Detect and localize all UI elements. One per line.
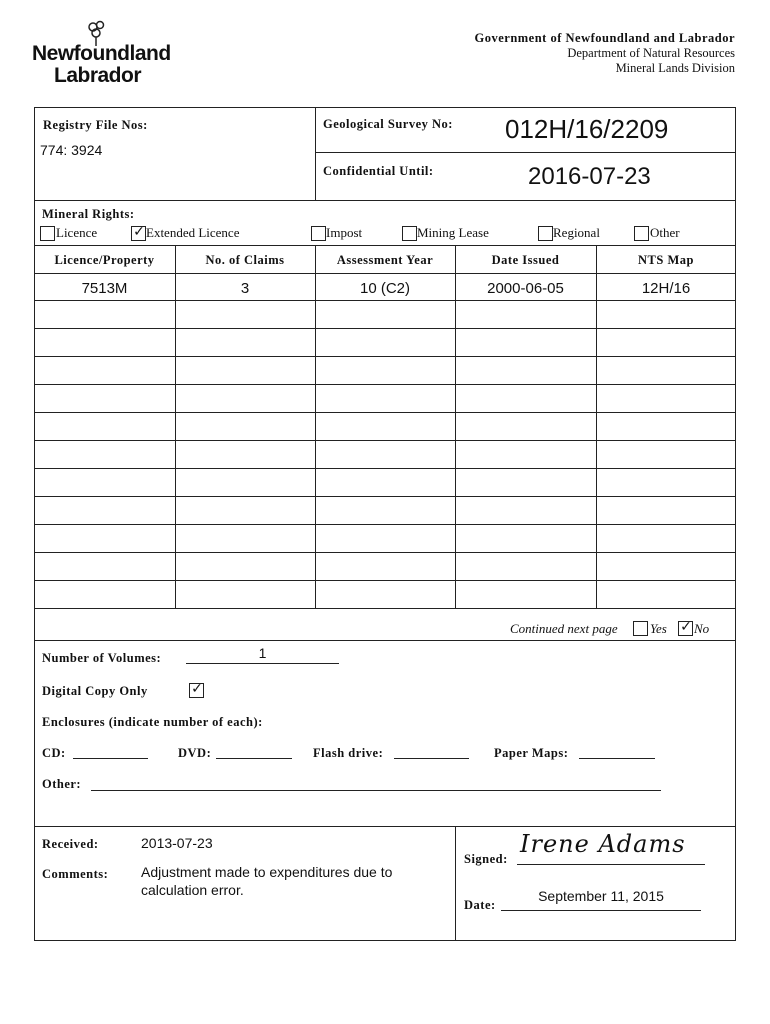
col-header-year: Assessment Year <box>336 253 434 267</box>
impost-checkbox[interactable] <box>311 226 326 241</box>
table-cell: 7513M <box>81 280 128 297</box>
signature: Irene Adams <box>520 830 686 858</box>
comments-line1: Adjustment made to expenditures due to <box>141 864 393 880</box>
paper-maps-field[interactable] <box>579 758 655 759</box>
enclosures-label: Enclosures (indicate number of each): <box>42 715 263 729</box>
dvd-field[interactable] <box>216 758 292 759</box>
paper-maps-label: Paper Maps: <box>494 746 569 760</box>
volumes-label: Number of Volumes: <box>42 651 162 665</box>
volumes-value: 1 <box>258 645 267 661</box>
continued-yes-label: Yes <box>650 621 667 636</box>
government-name: Government of Newfoundland and Labrador <box>474 31 735 45</box>
signed-label: Signed: <box>464 852 508 866</box>
col-header-nts: NTS Map <box>638 253 694 267</box>
survey-label: Geological Survey No: <box>323 117 453 131</box>
signature-line <box>517 864 705 865</box>
date-line <box>501 910 701 911</box>
other-enclosures-field[interactable] <box>91 790 661 791</box>
table-cell: 10 (C2) <box>359 280 411 297</box>
dvd-label: DVD: <box>178 746 212 760</box>
check-icon: ✓ <box>133 224 145 240</box>
cd-field[interactable] <box>73 758 148 759</box>
flash-drive-field[interactable] <box>394 758 469 759</box>
mining-lease-checkbox[interactable] <box>402 226 417 241</box>
flash-drive-label: Flash drive: <box>313 746 384 760</box>
continued-no-label: No <box>694 621 710 636</box>
table-cell: 12H/16 <box>641 280 691 297</box>
digital-copy-checkbox[interactable] <box>189 683 204 698</box>
confidential-label: Confidential Until: <box>323 164 434 178</box>
received-value: 2013-07-23 <box>141 835 213 851</box>
extended-licence-label: Extended Licence <box>146 225 240 240</box>
government-logo <box>30 20 171 90</box>
date-label: Date: <box>464 898 496 912</box>
continued-no-checkbox[interactable] <box>678 621 693 636</box>
comments-label: Comments: <box>42 867 109 881</box>
licence-checkbox[interactable] <box>40 226 55 241</box>
other-enclosures-label: Other: <box>42 777 82 791</box>
extended-licence-checkbox[interactable] <box>131 226 146 241</box>
mineral-rights-label: Mineral Rights: <box>42 207 135 221</box>
check-icon: ✓ <box>191 681 203 697</box>
cd-label: CD: <box>42 746 66 760</box>
col-header-licence: Licence/Property <box>54 253 155 267</box>
regional-label: Regional <box>553 225 600 240</box>
survey-value: 012H/16/2209 <box>505 114 669 144</box>
table-cell: 3 <box>240 280 250 297</box>
other-checkbox[interactable] <box>634 226 649 241</box>
impost-label: Impost <box>326 225 363 240</box>
registry-value: 774: 3924 <box>40 142 103 158</box>
table-cell: 2000-06-05 <box>487 280 564 297</box>
col-header-claims: No. of Claims <box>205 253 285 267</box>
logo-line1: Newfoundland <box>32 42 171 65</box>
digital-copy-label: Digital Copy Only <box>42 684 148 698</box>
mining-lease-label: Mining Lease <box>417 225 489 240</box>
other-label: Other <box>650 225 680 240</box>
check-icon: ✓ <box>680 619 692 635</box>
registry-label: Registry File Nos: <box>43 118 148 132</box>
division-name: Mineral Lands Division <box>615 61 735 75</box>
comments-line2: calculation error. <box>141 882 244 898</box>
confidential-value: 2016-07-23 <box>528 163 651 190</box>
continued-yes-checkbox[interactable] <box>633 621 648 636</box>
regional-checkbox[interactable] <box>538 226 553 241</box>
col-header-date: Date Issued <box>491 253 560 267</box>
continued-label: Continued next page <box>510 621 618 636</box>
received-label: Received: <box>42 837 99 851</box>
licence-label: Licence <box>56 225 98 240</box>
date-value: September 11, 2015 <box>538 888 664 904</box>
logo-line2: Labrador <box>54 64 142 87</box>
department-name: Department of Natural Resources <box>567 46 735 60</box>
